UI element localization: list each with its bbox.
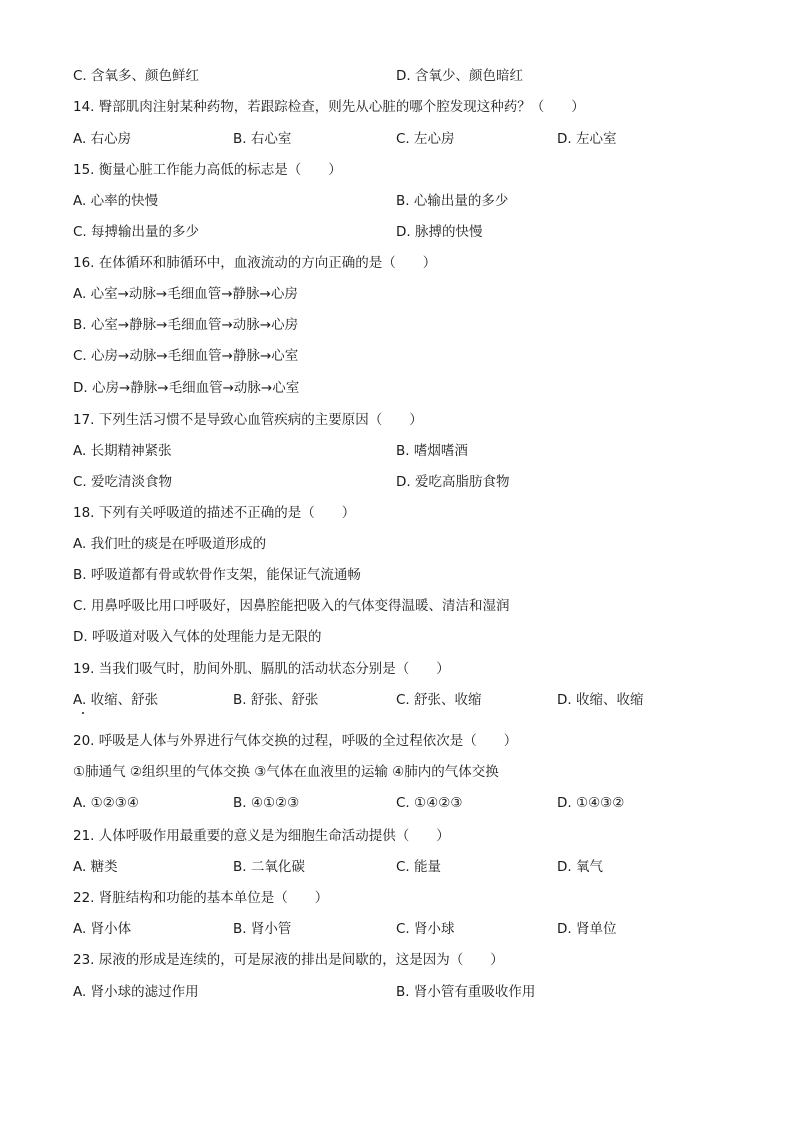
q22-option-c: C. 肾小球 [396, 921, 455, 937]
q19-stem: 19. 当我们吸气时，肋间外肌、膈肌的活动状态分别是（ ） [73, 661, 450, 677]
q15-option-c: C. 每搏输出量的多少 [73, 224, 200, 240]
q18-stem: 18. 下列有关呼吸道的描述不正确的是（ ） [73, 505, 356, 521]
q14-option-d: D. 左心室 [557, 131, 617, 147]
q14-stem: 14. 臀部肌肉注射某种药物，若跟踪检查，则先从心脏的哪个腔发现这种药？（ ） [73, 99, 585, 115]
q21-option-c: C. 能量 [396, 859, 442, 875]
q22-option-a: A. 肾小体 [73, 921, 132, 937]
q16-option-b: B. 心室→静脉→毛细血管→动脉→心房 [73, 317, 299, 333]
q18-option-d: D. 呼吸道对吸入气体的处理能力是无限的 [73, 629, 322, 645]
q15-option-a: A. 心率的快慢 [73, 193, 159, 209]
q18-option-b: B. 呼吸道都有骨或软骨作支架，能保证气流通畅 [73, 567, 361, 583]
q16-option-a: A. 心室→动脉→毛细血管→静脉→心房 [73, 286, 298, 302]
q14-option-c: C. 左心房 [396, 131, 455, 147]
q18-option-a: A. 我们吐的痰是在呼吸道形成的 [73, 536, 267, 552]
q15-option-d: D. 脉搏的快慢 [396, 224, 483, 240]
q13-option-c: C. 含氧多、颜色鲜红 [73, 68, 200, 84]
q19-option-d: D. 收缩、收缩 [557, 692, 644, 708]
q20-option-b: B. ④①②③ [233, 795, 300, 811]
q17-stem: 17. 下列生活习惯不是导致心血管疾病的主要原因（ ） [73, 412, 423, 428]
q18-option-c: C. 用鼻呼吸比用口呼吸好，因鼻腔能把吸入的气体变得温暖、清洁和湿润 [73, 598, 510, 614]
q21-stem: 21. 人体呼吸作用最重要的意义是为细胞生命活动提供（ ） [73, 828, 450, 844]
q13-option-d: D. 含氧少、颜色暗红 [396, 68, 523, 84]
q21-option-b: B. 二氧化碳 [233, 859, 305, 875]
q21-option-d: D. 氧气 [557, 859, 603, 875]
q22-option-d: D. 肾单位 [557, 921, 617, 937]
q16-option-d: D. 心房→静脉→毛细血管→动脉→心室 [73, 380, 300, 396]
q16-option-c: C. 心房→动脉→毛细血管→静脉→心室 [73, 348, 299, 364]
q23-stem: 23. 尿液的形成是连续的，可是尿液的排出是间歇的，这是因为（ ） [73, 952, 504, 968]
q20-option-a: A. ①②③④ [73, 795, 139, 811]
q15-stem: 15. 衡量心脏工作能力高低的标志是（ ） [73, 162, 342, 178]
q14-option-b: B. 右心室 [233, 131, 292, 147]
q16-stem: 16. 在体循环和肺循环中，血液流动的方向正确的是（ ） [73, 255, 437, 271]
q14-option-a: A. 右心房 [73, 131, 132, 147]
q20-option-d: D. ①④③② [557, 795, 625, 811]
q19-option-a: A. 收缩、舒张 [73, 692, 159, 708]
q17-option-d: D. 爱吃高脂肪食物 [396, 474, 510, 490]
q22-stem: 22. 肾脏结构和功能的基本单位是（ ） [73, 890, 329, 906]
q17-option-a: A. 长期精神紧张 [73, 443, 172, 459]
q21-option-a: A. 糖类 [73, 859, 118, 875]
q20-stem: 20. 呼吸是人体与外界进行气体交换的过程，呼吸的全过程依次是（ ） [73, 733, 518, 749]
q20-items: ①肺通气 ②组织里的气体交换 ③气体在血液里的运输 ④肺内的气体交换 [73, 764, 499, 780]
q19-option-c: C. 舒张、收缩 [396, 692, 482, 708]
q17-option-c: C. 爱吃清淡食物 [73, 474, 173, 490]
q17-option-b: B. 嗜烟嗜酒 [396, 443, 468, 459]
q20-option-c: C. ①④②③ [396, 795, 463, 811]
stray-mark [82, 712, 84, 714]
q23-option-b: B. 肾小管有重吸收作用 [396, 984, 536, 1000]
q23-option-a: A. 肾小球的滤过作用 [73, 984, 199, 1000]
q22-option-b: B. 肾小管 [233, 921, 292, 937]
q19-option-b: B. 舒张、舒张 [233, 692, 319, 708]
q15-option-b: B. 心输出量的多少 [396, 193, 509, 209]
